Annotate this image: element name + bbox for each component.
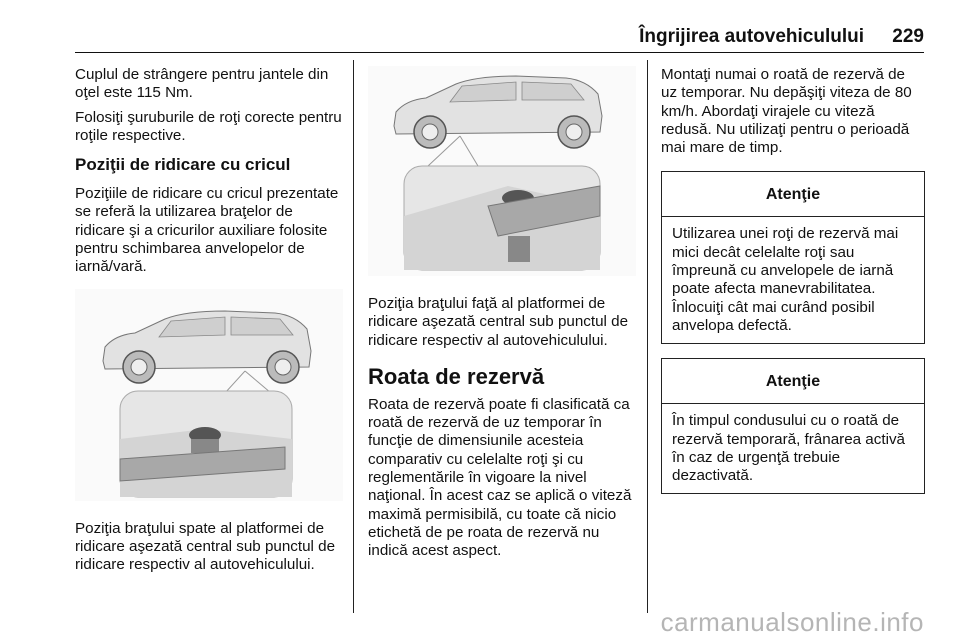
- paragraph: Roata de rezervă poate fi clasificată ca roată de rezervă de uz temporar în funcţie de dimensiunile acesteia comparativ cu celelalte roţi şi cu reglementările în vigoare la nivel naţional. În acest caz se aplică o viteză maximă permisibilă, cu toate că nicio etichetă de pe roata de rezervă nu indică acest aspect.: [368, 395, 632, 560]
- page-number: 229: [892, 26, 924, 47]
- warning-box: [661, 171, 925, 344]
- page-header: [75, 22, 924, 53]
- warning-box: [661, 358, 925, 494]
- warning-text: Utilizarea unei roţi de rezervă mai mici decât celelalte roţi sau împreună cu anvelopele de iarnă poate afecta manevrabilitatea. Înlocuiţi cât mai curând posibil anvelopa defectă.: [672, 225, 899, 334]
- paragraph: Cuplul de strângere pentru jantele din oţel este 115 Nm.: [75, 66, 329, 102]
- column-divider: [353, 60, 354, 613]
- section-heading: Poziţii de ridicare cu cricul: [75, 155, 291, 175]
- rear-lift-point-illustration: [75, 289, 343, 501]
- paragraph: Poziţiile de ridicare cu cricul prezentate se referă la utilizarea braţelor de ridicare şi a cricurilor auxiliare folosite pentru schimbarea anvelopelor de iarnă/vară.: [75, 185, 339, 276]
- section-title: Îngrijirea autovehiculului: [639, 26, 864, 47]
- column-1: [75, 66, 343, 581]
- paragraph: Folosiţi şuruburile de roţi corecte pentru roţile respective.: [75, 108, 342, 144]
- figure-caption: Poziţia braţului faţă al platformei de ridicare aşezată central sub punctul de ridicare respectiv al autovehiculului.: [368, 295, 629, 349]
- warning-title: Atenţie: [662, 172, 924, 217]
- column-3: [661, 66, 925, 494]
- front-lift-point-illustration: [368, 66, 636, 276]
- column-2: [368, 66, 636, 567]
- column-divider: [647, 60, 648, 613]
- warning-title: Atenţie: [662, 359, 924, 404]
- paragraph: Montaţi numai o roată de rezervă de uz temporar. Nu depăşiţi viteza de 80 km/h. Abordaţi virajele cu viteză redusă. Nu utilizaţi pentru o perioadă mai mare de timp.: [661, 66, 912, 157]
- watermark: carmanualsonline.info: [660, 607, 924, 637]
- warning-text: În timpul condusului cu o roată de rezervă temporară, frânarea activă în caz de urgenţă trebuie dezactivată.: [672, 412, 905, 485]
- section-heading: Roata de rezervă: [368, 363, 545, 389]
- figure-caption: Poziţia braţului spate al platformei de ridicare aşezată central sub punctul de ridicare respectiv al autovehiculului.: [75, 519, 336, 574]
